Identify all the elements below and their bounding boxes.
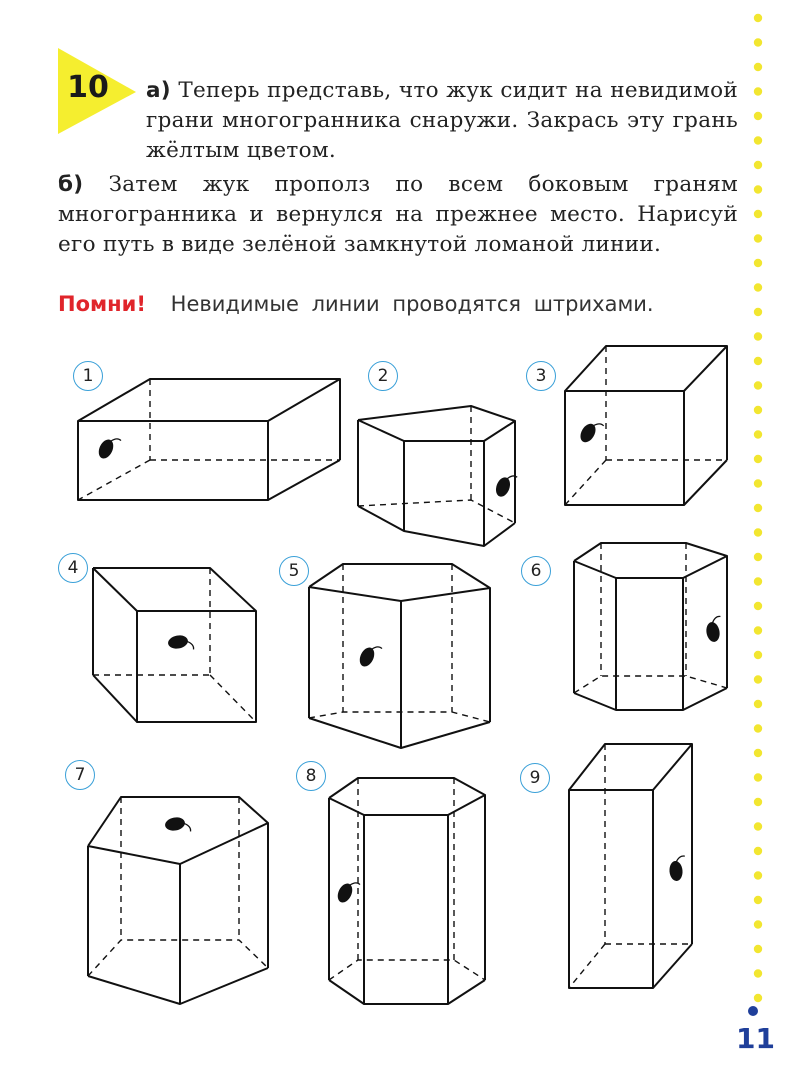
figure-3-cube[interactable] — [565, 346, 727, 505]
figure-6-hexagonal-prism[interactable] — [574, 543, 727, 710]
part-b-text: Затем жук прополз по всем боковым граням многогранника и вернулся на прежнее место. Нарисуй его путь в виде зелёной замкнутой ломаной линии. — [58, 172, 738, 257]
figure-1-number: 1 — [73, 361, 103, 391]
figure-8-hexagonal-prism[interactable] — [329, 778, 485, 1004]
figure-4-cube[interactable] — [93, 568, 256, 722]
figure-4-number: 4 — [58, 553, 88, 583]
part-b-label: б) — [58, 172, 84, 197]
figure-2-number: 2 — [368, 361, 398, 391]
figure-1-box[interactable] — [78, 379, 340, 500]
part-a-label: а) — [146, 78, 171, 103]
figure-5-number: 5 — [279, 556, 309, 586]
part-a-text: Теперь представь, что жук сидит на невидимой грани многогранника снаружи. Закрась эту грань жёлтым цветом. — [146, 78, 738, 163]
figure-9-number: 9 — [520, 763, 550, 793]
page-dot — [748, 1006, 758, 1016]
figure-3-number: 3 — [526, 361, 556, 391]
task-number: 10 — [67, 70, 109, 105]
figure-6-number: 6 — [521, 556, 551, 586]
remember-text: Невидимые линии проводятся штрихами. — [170, 292, 654, 316]
figure-8-number: 8 — [296, 761, 326, 791]
remember-label: Помни! — [58, 292, 146, 316]
figure-2-pentagonal-prism[interactable] — [358, 406, 517, 546]
figure-7-number: 7 — [65, 760, 95, 790]
page-number: 11 — [736, 1022, 775, 1055]
figure-9-tall-box[interactable] — [569, 744, 692, 988]
figure-7-pentagonal-prism[interactable] — [88, 797, 268, 1004]
figure-5-pentagonal-prism[interactable] — [309, 564, 490, 748]
